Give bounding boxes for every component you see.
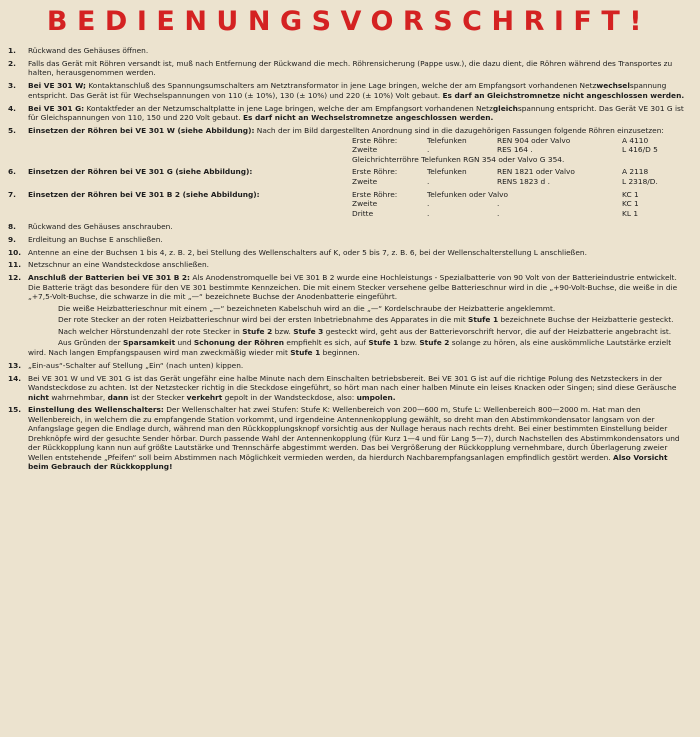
item-heading: Einsetzen der Röhren bei VE 301 W (siehe Abbildung): <box>28 126 255 136</box>
item-number: 4. <box>8 103 16 113</box>
item-emphasis: wechsel <box>596 81 630 91</box>
item-number: 1. <box>8 46 16 55</box>
item-heading: Bei VE 301 G: <box>28 103 85 113</box>
instruction-item-7 <box>8 190 690 219</box>
instruction-item-3 <box>8 81 690 100</box>
item-text: „Ein-aus“-Schalter auf Stellung „Ein“ (nach unten) kippen. <box>28 360 244 370</box>
item-number: 13. <box>8 360 22 370</box>
item-number: 2. <box>8 58 16 68</box>
item-heading: Bei VE 301 W; <box>28 81 86 91</box>
tube-row: Gleichrichterröhre Telefunken RGN 354 oder Valvo G 354. <box>352 154 565 164</box>
tube-row: Zweite . RES 164 . L 416/D 5 <box>352 145 658 155</box>
tube-row: Zweite . . KC 1 <box>352 199 639 209</box>
tube-list-ve301b2 <box>28 190 690 219</box>
item-warning: Also Vorsicht beim Gebrauch der Rückkopplung! <box>28 452 668 472</box>
item-number: 15. <box>8 405 22 415</box>
item-text: Rückwand des Gehäuses öffnen. <box>28 46 149 55</box>
item-text: Kontaktanschluß des Spannungsumschalters am Netztransformator in jene Lage bringen, welche der am Empfangsort vorhandenen Netz <box>85 81 597 91</box>
item-number: 3. <box>8 81 16 91</box>
instruction-item-1 <box>8 46 690 56</box>
item-paragraph: Die weiße Heizbatterieschnur mit einem „—“ bezeichneten Kabelschuh wird an die „—“ Kordelschraube der Heizbatterie angeklemmt. <box>58 303 556 313</box>
item-number: 9. <box>8 234 16 244</box>
tube-row: Erste Röhre: Telefunken REN 1821 oder Valvo A 2118 <box>352 167 649 177</box>
item-text: spannung entspricht. Das Gerät ist für Wechselspannungen von 110 (± 10%), 130 (± 10%) und 220 (± 10%) Volt gebaut. <box>28 81 667 100</box>
item-paragraph: Aus Gründen der Sparsamkeit und Schonung der Röhren empfiehlt es sich, auf Stufe 1 bzw. Stufe 2 solange zu hören, als eine auskömmliche Lautstärke erzielt wird. Nach langen Empfangspausen wird man zweckmäßig wieder mit Stufe 1 beginnen. <box>28 338 672 357</box>
item-text: Rückwand des Gehäuses anschrauben. <box>28 221 173 231</box>
page-title: BEDIENUNGSVORSCHRIFT! <box>46 6 652 37</box>
item-heading: Einsetzen der Röhren bei VE 301 G (siehe Abbildung): <box>28 167 253 177</box>
tube-list-ve301w <box>28 136 690 165</box>
item-text: Falls das Gerät mit Röhren versandt ist, muß nach Entfernung der Rückwand die mech. Röhrensicherung (Pappe usw.), die dazu dient, die Röhren während des Transportes zu halten, herausgenommen werden. <box>28 58 673 78</box>
item-heading: Anschluß der Batterien bei VE 301 B 2: <box>28 273 191 283</box>
instruction-item-4 <box>8 104 690 123</box>
instruction-item-12 <box>8 273 690 357</box>
item-number: 10. <box>8 247 22 257</box>
item-emphasis: gleich <box>492 103 518 113</box>
item-heading: Einstellung des Wellenschalters: <box>28 405 164 415</box>
item-heading: Einsetzen der Röhren bei VE 301 B 2 (siehe Abbildung): <box>28 189 260 199</box>
item-text: Kontaktfeder an der Netzumschaltplatte in jene Lage bringen, welche der am Empfangsort vorhandenen Netz <box>84 103 493 113</box>
item-number: 8. <box>8 221 16 231</box>
item-text: Der Wellenschalter hat zwei Stufen: Stufe K: Wellenbereich von 200—600 m, Stufe L: Wellenbereich 800—2000 m. Hat man den Wellenbereich, in welchem die zu empfangende Station vorkommt, und irgendeine Antennenkopplung gewählt, so dreht man den Abstimmkondensator langsam von der Anfangslage gegen die Endlage durch, während man den Rückkopplungsknopf vorsichtig aus der Nullage heraus nach rechts dreht. Bei einer bestimmten Einstellung beider Drehknöpfe wird der gesuchte Sender hörbar. Durch passende Wahl der Antennenkopplung (für Kurz 1—4 und für Lang 5—7), durch Nachstellen des Abstimmkondensators und der Rückkopplung kann nun auf größte Lautstärke und Trennschärfe abgestimmt werden. Das bei Vergrößerung der Rückkopplung vernehmbare, durch Überlagerung zweier Wellen entstehende „Pfeifen“ soll beim Abstimmen nach Möglichkeit vermieden werden, da hierdurch Nachbarempfangsanlagen empfindlich gestört werden. <box>28 405 680 462</box>
tube-row: Zweite . RENS 1823 d . L 2318/D. <box>352 176 658 186</box>
instruction-item-13 <box>8 361 690 371</box>
instruction-item-10 <box>8 248 690 258</box>
item-paragraph: Nach welcher Hörstundenzahl der rote Stecker in Stufe 2 bzw. Stufe 3 gesteckt wird, geht aus der Batterievorschrift hervor, die auf der Heizbatterie angebracht ist. <box>58 326 672 336</box>
item-text: Antenne an eine der Buchsen 1 bis 4, z. B. 2, bei Stellung des Wellenschalters auf K, oder 5 bis 7, z. B. 6, bei der Wellenschalterstellung L anschließen. <box>28 247 587 257</box>
item-warning: Es darf an Gleichstromnetze nicht angeschlossen werden. <box>442 90 685 100</box>
item-text: spannung entspricht. Das Gerät VE 301 G ist für Gleichspannungen von 110, 150 und 220 Volt gebaut. <box>28 103 684 123</box>
instruction-list <box>8 46 690 472</box>
item-number: 5. <box>8 126 16 136</box>
instruction-item-2 <box>8 59 690 78</box>
item-number: 11. <box>8 260 22 270</box>
instruction-item-15 <box>8 405 690 472</box>
instruction-item-9 <box>8 235 690 245</box>
item-warning: Es darf nicht an Wechselstromnetze angeschlossen werden. <box>242 113 494 123</box>
instruction-item-14: 14. Bei VE 301 W und VE 301 G ist das Gerät ungefähr eine halbe Minute nach dem Einschalten betriebsbereit. Bei VE 301 G ist auf die richtige Polung des Netzsteckers in der Wandsteckdose zu achten. Ist der Netzstecker richtig in die Steckdose eingeführt, so hört man nach einer halben Minute ein leises Knacken oder Singen; sind diese Geräusche nicht wahrnehmbar, dann ist der Stecker verkehrt gepolt in der Wandsteckdose, also: umpolen. <box>8 373 677 402</box>
instruction-item-8 <box>8 222 690 232</box>
item-number: 12. <box>8 273 22 283</box>
item-text: Nach der im Bild dargestellten Anordnung sind in die dazugehörigen Fassungen folgende Röhren einzusetzen: <box>254 126 664 136</box>
instruction-item-6 <box>8 167 690 186</box>
tube-row: Dritte . . KL 1 <box>352 208 639 218</box>
item-number: 14. <box>8 373 22 383</box>
item-number: 6. <box>8 167 16 177</box>
tube-row: Erste Röhre: Telefunken REN 904 oder Valvo A 4110 <box>352 135 649 145</box>
tube-list-ve301g <box>28 167 690 186</box>
item-text: Erdleitung an Buchse E anschließen. <box>28 234 163 244</box>
tube-row: Erste Röhre: Telefunken oder Valvo KC 1 <box>352 189 639 199</box>
instruction-item-5 <box>8 126 690 164</box>
item-text: Netzschnur an eine Wandsteckdose anschließen. <box>28 260 209 270</box>
item-number: 7. <box>8 189 16 199</box>
item-paragraph: Der rote Stecker an der roten Heizbatterieschnur wird bei der ersten Inbetriebnahme des Apparates in die mit Stufe 1 bezeichnete Buchse der Heizbatterie gesteckt. <box>58 315 674 325</box>
item-text: Als Anodenstromquelle bei VE 301 B 2 wurde eine Hochleistungs - Spezialbatterie von 90 Volt von der Batterieindustrie entwickelt. Die Batterie trägt das besondere für den VE 301 bestimmte Kennzeichen. Die mit einem Stecker versehene gelbe Batterieschnur wird in die „+90-Volt-Buchse, die weiße in die „+7,5-Volt-Buchse, die schwarze in die mit „—“ bezeichnete Buchse der Anodenbatterie eingeführt. <box>28 273 678 302</box>
instruction-item-11 <box>8 260 690 270</box>
